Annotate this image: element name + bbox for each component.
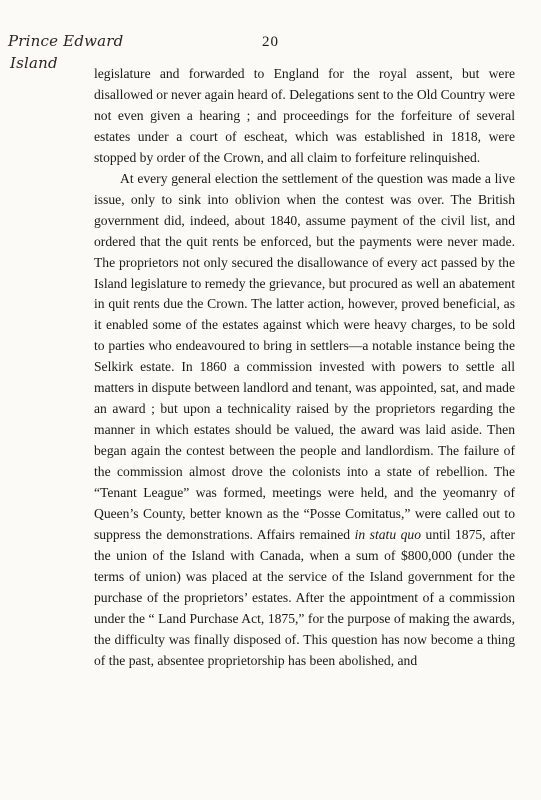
page-number: 20 [262,34,279,50]
running-head-line1: Prince Edward [8,32,124,50]
paragraph-continued: legislature and forwarded to England for the royal assent, but were disallowed or never again heard of. Delegations sent to the Old Country were not even given a hearing ; and proceedings for the forfeiture of several estates under a court of escheat, which was established in 1818, were stopped by order of the Crown, and all claim to forfeiture relinquished. [94,66,515,165]
paragraph-text-after-italic: until 1875, after the union of the Island with Canada, when a sum of $800,000 (under the terms of union) was placed at the service of the Island government for the purchase of the proprietors’ estates. After the appointment of a commission under the “ Land Purchase Act, 1875,” for the purpose of making the awards, the difficulty was finally disposed of. This question has now become a thing of the past, absentee proprietorship has been abolished, and [94,526,515,668]
paragraph-text-before-italic: At every general election the settlement of the question was made a live issue, only to sink into oblivion when the contest was over. The British government did, indeed, about 1840, assume payment of the civil list, and ordered that the quit rents be enforced, but the payments were never made. The proprietors not only secured the disallowance of every act passed by the Island legislature to remedy the grievance, but procured as well an abatement in quit rents due the Crown. The latter action, however, proved beneficial, as it enabled some of the estates against which were heavy charges, to be sold to parties who endeavoured to bring in settlers—a notable instance being the Selkirk estate. In 1860 a commission invested with powers to settle all matters in dispute between landlord and tenant, was appointed, sat, and made an award ; but upon a technicality raised by the proprietors regarding the manner in which estates should be valued, the award was laid aside. Then began again the contest between the people and landlordism. The failure of the commission almost drove the colonists into a state of rebellion. The “Tenant League” was formed, meetings were held, and the yeomanry of Queen’s County, better known as the “Posse Comitatus,” were called out to suppress the demonstrations. Affairs remained [94,170,515,542]
italic-phrase: in statu quo [354,526,422,542]
running-head-line2: Island [10,54,58,72]
body-text [94,64,515,672]
paragraph-tenant-question [94,169,515,672]
